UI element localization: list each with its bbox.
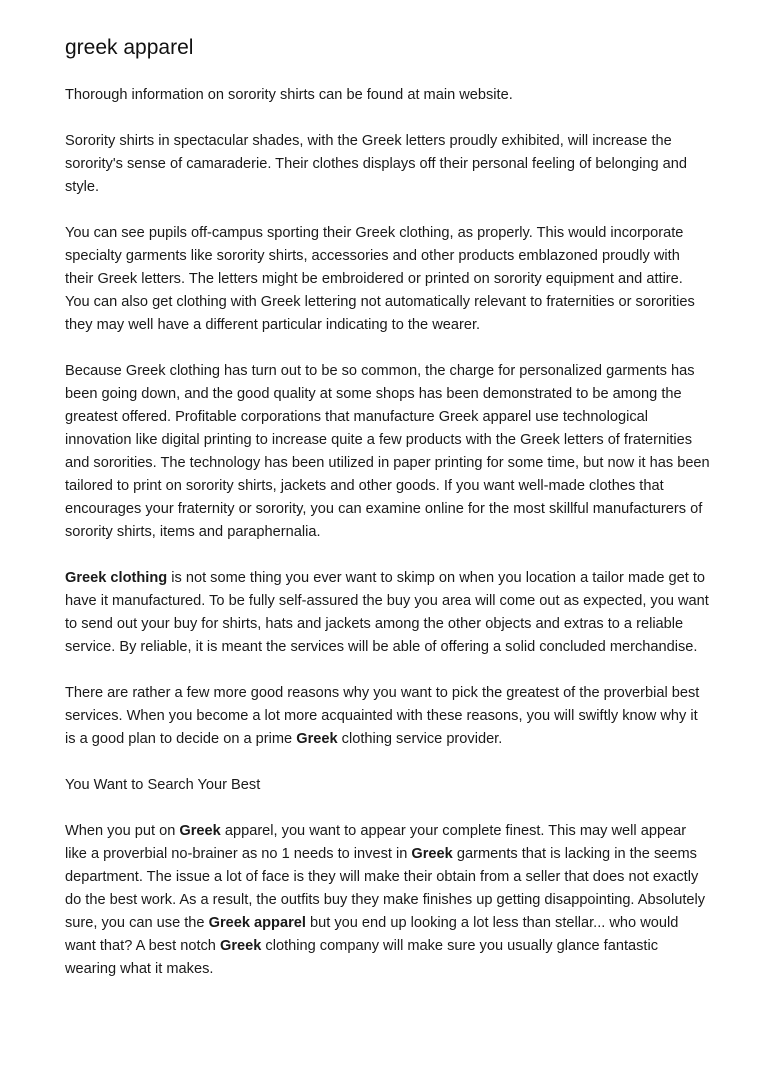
section-heading: You Want to Search Your Best bbox=[65, 777, 261, 793]
paragraph-3: You can see pupils off-campus sporting their Greek clothing, as properly. This would incorporate specialty garments like sorority shirts, accessories and other products emblazoned proudly with their Greek letters. The letters might be embroidered or printed on sorority equipment and attire. You can also get clothing with Greek lettering not automatically relevant to fraternities or sororities they may well have a different particular indicating to the wearer. bbox=[65, 225, 695, 333]
paragraph-6 bbox=[65, 682, 710, 751]
bold-keyword: Greek clothing bbox=[65, 570, 168, 586]
paragraph-8-text-3: garments that is lacking in the seems department. The issue a lot of face is they will make their obtain from a seller that does not exactly do the best work. As a result, the outfits buy they make finishes up getting disappointing. Absolutely sure, you can use the bbox=[65, 846, 706, 931]
bold-keyword: Greek apparel bbox=[208, 915, 306, 931]
paragraph-6-text-a: There are rather a few more good reasons why you want to pick the greatest of the proverbial best services. When you become a lot more acquainted with these reasons, you will swiftly know why it is a good plan to decide on a prime bbox=[65, 685, 700, 747]
paragraph-4: Because Greek clothing has turn out to be so common, the charge for personalized garments has been going down, and the good quality at some shops has been demonstrated to be among the greatest offered. Profitable corporations that manufacture Greek apparel use technological innovation like digital printing to increase quite a few products with the Greek letters of fraternities and sororities. The technology has been utilized in paper printing for some time, but now it has been tailored to print on sorority shirts, jackets and other goods. If you want well-made clothes that encourages your fraternity or sorority, you can examine online for the most skillful manufacturers of sorority shirts, items and paraphernalia. bbox=[65, 363, 710, 540]
page-title: greek apparel bbox=[65, 36, 194, 59]
paragraph-6-text-b: clothing service provider. bbox=[337, 731, 503, 747]
bold-keyword: Greek bbox=[219, 938, 262, 954]
paragraph-2: Sorority shirts in spectacular shades, with the Greek letters proudly exhibited, will increase the sorority's sense of camaraderie. Their clothes displays off their personal feeling of belonging and style. bbox=[65, 133, 688, 195]
paragraph-1: Thorough information on sorority shirts can be found at main website. bbox=[65, 87, 513, 103]
paragraph-8 bbox=[65, 820, 710, 981]
paragraph-8-text-4: but you end up looking a lot less than stellar... who would want that? A best notch bbox=[65, 915, 679, 954]
bold-keyword: Greek bbox=[179, 823, 221, 839]
paragraph-5-text: is not some thing you ever want to skimp on when you location a tailor made get to have it manufactured. To be fully self-assured the buy you area will come out as expected, you want to send out your buy for shirts, hats and jackets among the other objects and extras to a reliable service. By reliable, it is meant the services will be able of offering a solid concluded merchandise. bbox=[65, 570, 709, 655]
bold-keyword: Greek bbox=[411, 846, 453, 862]
paragraph-8-text-5: clothing company will make sure you usually glance fantastic wearing what it makes. bbox=[65, 938, 659, 977]
document-page bbox=[65, 34, 710, 1004]
paragraph-8-text-2: apparel, you want to appear your complete finest. This may well appear like a proverbial no-brainer as no 1 needs to invest in bbox=[65, 823, 687, 862]
paragraph-5 bbox=[65, 567, 710, 659]
bold-keyword: Greek bbox=[296, 731, 338, 747]
paragraph-8-text-1: When you put on bbox=[65, 823, 180, 839]
